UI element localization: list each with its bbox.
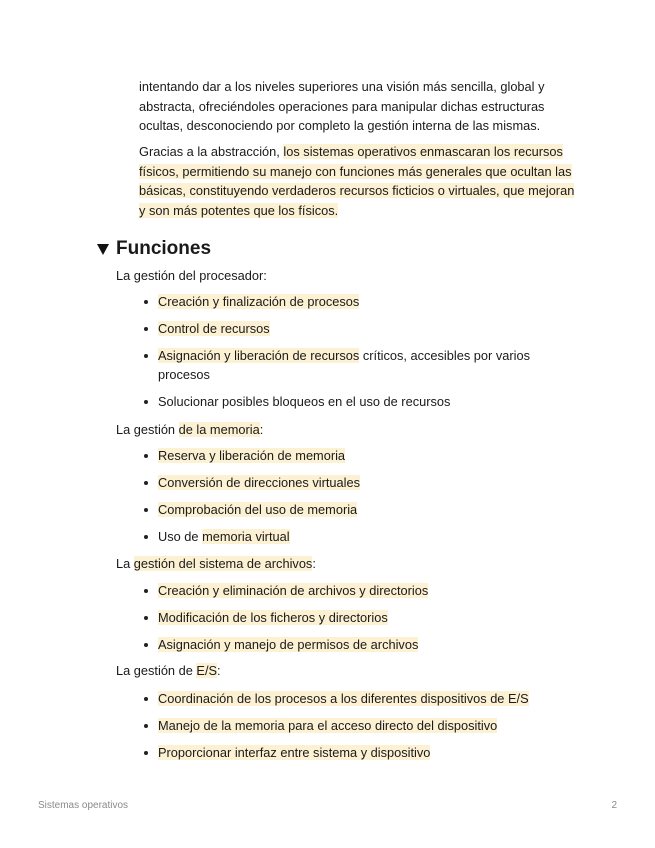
group-title-text: :: [259, 422, 264, 437]
section-heading-funciones[interactable]: [97, 236, 211, 262]
group-title-procesador: [116, 267, 267, 285]
group-title-text: :: [217, 663, 221, 678]
paragraph-text: intentando dar a los niveles superiores una visión más sencilla, global y abstracta, ofreciéndoles operaciones para manipular dichas estructuras ocultas, desconociendo por completo la gestión interna de las mismas.: [139, 79, 545, 134]
list-procesador: [138, 292, 558, 419]
highlighted-text: Modificación de los ficheros y directorios: [158, 609, 388, 625]
group-title-text: :: [312, 556, 316, 571]
list-item: [138, 527, 558, 547]
highlighted-text: Proporcionar interfaz entre sistema y dispositivo: [158, 744, 431, 760]
highlighted-text: Reserva y liberación de memoria: [158, 448, 346, 463]
footer-document-title: Sistemas operativos: [38, 800, 129, 811]
list-item: [138, 689, 558, 709]
paragraph-abstraction-intro: [139, 77, 584, 136]
list-item: [138, 743, 558, 763]
list-es: [138, 689, 558, 770]
list-item: [138, 292, 558, 312]
list-item-text: Uso de: [158, 528, 203, 544]
highlighted-text: Comprobación del uso de memoria: [158, 501, 358, 517]
list-item: [138, 473, 558, 493]
list-archivos: [138, 581, 558, 662]
highlighted-text: Control de recursos: [158, 320, 270, 336]
list-item: [138, 635, 558, 655]
list-item-text: críticos, accesibles por varios procesos: [158, 347, 530, 383]
paragraph-abstraction: [139, 142, 584, 220]
highlighted-text: Manejo de la memoria para el acceso directo del dispositivo: [158, 717, 498, 733]
group-title-es: [116, 662, 221, 680]
group-title-text: La gestión de: [116, 663, 197, 678]
group-title-text: La gestión del procesador:: [116, 268, 267, 283]
group-title-text: La gestión: [116, 422, 179, 437]
list-item: [138, 319, 558, 339]
highlighted-text: gestión del sistema de archivos: [133, 556, 313, 571]
highlighted-text: Conversión de direcciones virtuales: [158, 474, 361, 490]
list-item: [138, 392, 558, 412]
list-item: [138, 500, 558, 520]
highlighted-text: Creación y finalización de procesos: [158, 294, 360, 309]
list-item: [138, 716, 558, 736]
highlighted-text: Asignación y manejo de permisos de archivos: [158, 636, 419, 652]
highlighted-text: memoria virtual: [202, 528, 290, 544]
group-title-text: La: [116, 556, 134, 571]
group-title-memoria: [116, 421, 263, 439]
highlighted-text: de la memoria: [178, 422, 260, 437]
list-item-text: Solucionar posibles bloqueos en el uso de recursos: [158, 394, 451, 410]
highlighted-text: Creación y eliminación de archivos y directorios: [158, 583, 429, 598]
footer-page-number: 2: [611, 800, 617, 811]
highlighted-text: Asignación y liberación de recursos: [158, 347, 360, 363]
list-item: [138, 581, 558, 601]
highlighted-text: Coordinación de los procesos a los diferentes dispositivos de E/S: [158, 691, 529, 706]
list-item: [138, 608, 558, 628]
highlighted-text: E/S: [196, 663, 218, 678]
list-item: [138, 346, 558, 385]
section-title: Funciones: [116, 238, 212, 259]
list-memoria: [138, 446, 558, 554]
group-title-archivos: [116, 555, 316, 573]
highlighted-text: los sistemas operativos enmascaran los recursos físicos, permitiendo su manejo con funciones más generales que ocultan las básicas, constituyendo verdaderos recursos ficticios o virtuales, que mejoran y son más potentes que los físicos.: [139, 144, 575, 218]
collapse-triangle-icon[interactable]: [97, 244, 109, 255]
list-item: [138, 446, 558, 466]
paragraph-text: Gracias a la abstracción,: [139, 144, 284, 159]
